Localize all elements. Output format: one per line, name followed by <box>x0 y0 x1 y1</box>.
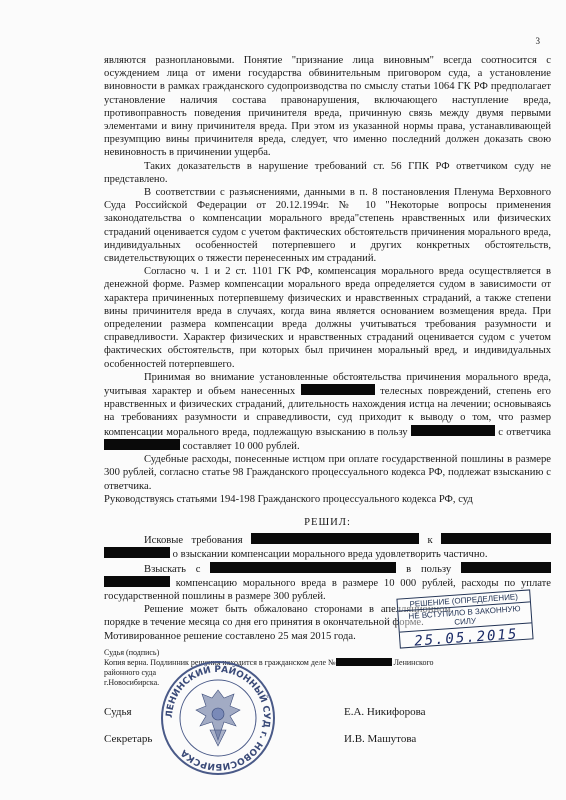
paragraph-7: Руководствуясь статьями 194-198 Гражданского процессуального кодекса РФ, суд <box>104 493 473 505</box>
decision-1-part-c: о взыскании компенсации морального вреда удовлетворить частично. <box>172 549 488 561</box>
judge-label: Судья <box>104 706 132 718</box>
svg-text:ЛЕНИНСКИЙ РАЙОННЫЙ СУД г. НОВО: ЛЕНИНСКИЙ РАЙОННЫЙ СУД г. НОВОСИБИРСКА <box>164 664 272 772</box>
redaction-block <box>411 425 495 436</box>
note-city: г.Новосибирска. <box>104 678 160 687</box>
decision-heading: РЕШИЛ: <box>304 516 351 528</box>
document-body <box>104 54 551 643</box>
decision-1-part-a: Исковые требования <box>144 535 243 547</box>
paragraph-5-part-a: Принимая во внимание установленные обстоятельства причинения морального вреда, учитывая характер и объем нанесенных <box>104 371 551 398</box>
stamp-line-1: РЕШЕНИЕ (ОПРЕДЕЛЕНИЕ) <box>397 590 530 611</box>
paragraph-3: В соответствии с разъяснениями, данными в п. 8 постановления Пленума Верховного Суда Российской Федерации от 20.12.1994г. № 10 "Некоторые вопросы применения законодательства о компенсации морального вреда"степень нравственных или физических страданий оценивается судом с учетом фактических обстоятельств причинения морального вреда, индивидуальных особенностей потерпевшего и других конкретных обстоятельств, свидетельствующих о тяжести перенесенных им страданий. <box>104 187 551 265</box>
paragraph-5 <box>104 371 551 453</box>
decision-3: Решение может быть обжаловано сторонами в апелляционном порядке в течение месяца со дня его принятия в окончательной форме. <box>104 604 451 629</box>
redaction-block <box>210 562 396 573</box>
judge-name: Е.А. Никифорова <box>344 706 426 718</box>
redaction-block <box>441 533 551 544</box>
decision-2-part-a: Взыскать с <box>144 563 201 575</box>
secretary-label: Секретарь <box>104 733 153 745</box>
redaction-block <box>104 576 170 587</box>
note-judge-signature: Судья (подпись) <box>104 648 160 657</box>
court-seal-icon <box>160 660 276 776</box>
stamp-line-2: НЕ ВСТУПИЛО В ЗАКОННУЮ СИЛУ <box>398 602 531 632</box>
redaction-block <box>461 562 551 573</box>
redaction-block <box>104 439 180 450</box>
decision-2-part-c: компенсацию морального вреда в размере 10 000 рублей, расходы по уплате государственной пошлины в размере 300 рублей. <box>104 577 551 602</box>
paragraph-5-part-b: телесных повреждений, степень его нравственных и физических страданий, длительность нахождения истца на лечении; основываясь на требованиях разумности и справедливости, суд приходит к выводу о том, что размер компенсации морального вреда, подлежащую взысканию в пользу <box>104 386 551 438</box>
paragraph-4: Согласно ч. 1 и 2 ст. 1101 ГК РФ, компенсация морального вреда осуществляется в денежной форме. Размер компенсации морального вреда определяется судом в зависимости от характера причиненных потерпевшему физических и нравственных страданий, а также степени вины причинителя вреда в случаях, когда вина является основанием возмещения вреда. При определении размера компенсации вреда должны учитываться требования разумности и справедливости. Характер физических и нравственных страданий оценивается судом с учетом фактических обстоятельств, при которых был причинен моральный вред, и индивидуальных особенностей потерпевшего. <box>104 266 551 370</box>
decision-1-part-b: к <box>427 535 433 547</box>
paragraph-6: Судебные расходы, понесенные истцом при оплате государственной пошлины в размере 300 рублей, согласно статье 98 Гражданского процессуального кодекса РФ, подлежат взысканию с ответчика. <box>104 454 551 492</box>
page-number: 3 <box>535 36 540 46</box>
paragraph-5-part-d: составляет 10 000 рублей. <box>182 440 300 452</box>
redaction-block <box>251 533 419 544</box>
stamp-date: 25.05.2015 <box>413 626 519 650</box>
note-copy-part-a: Копия верна. Подлинник решения находится в гражданском деле № <box>104 658 336 667</box>
decision-1 <box>104 533 551 561</box>
note-copy-part-b: Ленинского районного суда <box>104 658 434 677</box>
paragraph-2: Таких доказательств в нарушение требований ст. 56 ГПК РФ ответчиком суду не представлено. <box>104 160 551 185</box>
redaction-block <box>336 658 392 666</box>
redaction-block <box>104 547 170 558</box>
decision-4: Мотивированное решение составлено 25 мая 2015 года. <box>104 630 356 642</box>
paragraph-1: являются разноплановыми. Понятие "признание лица виновным" всегда соотносится с осуждением лица от имени государства обвинительным приговором суда, а установление виновности в рамках гражданского судопроизводства по смыслу статьи 1064 ГК РФ предполагает установление наличия состава правонарушения, включающего наступление вреда, противоправность поведения причинителя вреда, причинную связь между двумя первыми элементами и вину причинителя вреда. При этом из указанной нормы права, устанавливающей презумпцию вины причинителя вреда, следует, что именно последний должен доказать свою невиновность в причинении ущерба. <box>104 55 551 159</box>
decision-2-part-b: в пользу <box>406 563 452 575</box>
redaction-block <box>301 384 375 395</box>
paragraph-5-part-c: с ответчика <box>498 426 551 438</box>
legal-force-stamp <box>396 589 533 648</box>
secretary-name: И.В. Машутова <box>344 733 417 745</box>
